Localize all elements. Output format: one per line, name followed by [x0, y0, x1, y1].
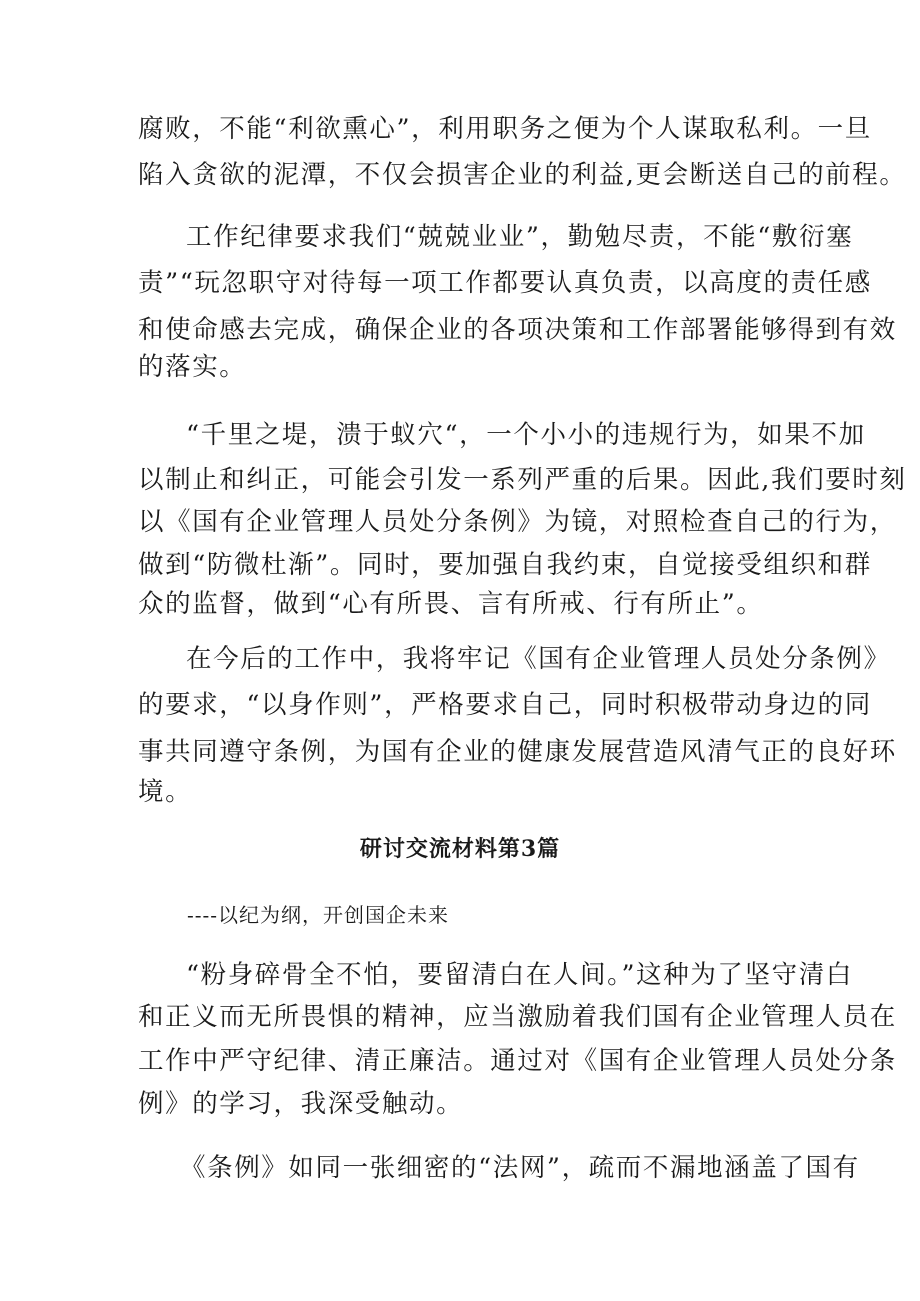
- paragraph-5-line-3: 工作中严守纪律、清正廉洁。通过对《国有企业管理人员处分条: [138, 1046, 897, 1076]
- paragraph-4-line-2: 的要求，“以身作则”，严格要求自己，同时积极带动身边的同: [138, 690, 872, 720]
- paragraph-5-line-2: 和正义而无所畏惧的精神，应当激励着我们国有企业管理人员在: [138, 1002, 897, 1032]
- section-subtitle: ----以纪为纲，开创国企未来: [187, 903, 450, 927]
- paragraph-4-line-3: 事共同遵守条例，为国有企业的健康发展营造风清气正的良好环: [138, 737, 897, 767]
- paragraph-2-line-2: 责”“玩忽职守对待每一项工作都要认真负责，以高度的责任感: [138, 268, 872, 298]
- paragraph-3-line-1: “千里之堤，溃于蚁穴“，一个小小的违规行为，如果不加: [186, 420, 866, 450]
- paragraph-5-line-4: 例》的学习，我深受触动。: [138, 1089, 464, 1119]
- paragraph-2-line-1: 工作纪律要求我们“兢兢业业”，勤勉尽责，不能“敷衍塞: [186, 222, 854, 252]
- paragraph-4-line-4: 境。: [138, 777, 193, 807]
- paragraph-3-line-2: 以制止和纠正，可能会引发一系列严重的后果。因此,我们要时刻: [138, 465, 907, 495]
- paragraph-3-line-5: 众的监督，做到“心有所畏、言有所戒、行有所止”。: [138, 589, 764, 619]
- paragraph-4-line-1: 在今后的工作中，我将牢记《国有企业管理人员处分条例》: [186, 644, 891, 674]
- section-title: 研讨交流材料第3篇: [359, 836, 561, 862]
- paragraph-1-line-1: 腐败，不能“利欲熏心”，利用职务之便为个人谋取私利。一旦: [138, 114, 872, 144]
- paragraph-3-line-3: 以《国有企业管理人员处分条例》为镜，对照检查自己的行为，: [138, 507, 897, 537]
- paragraph-2-line-4: 的落实。: [138, 352, 247, 382]
- paragraph-1-line-2: 陷入贪欲的泥潭，不仅会损害企业的利益,更会断送自己的前程。: [138, 160, 907, 190]
- paragraph-6-line-1: 《条例》如同一张细密的“法网”，疏而不漏地涵盖了国有: [180, 1153, 860, 1183]
- paragraph-2-line-3: 和使命感去完成，确保企业的各项决策和工作部署能够得到有效: [138, 315, 897, 345]
- paragraph-3-line-4: 做到“防微杜渐”。同时，要加强自我约束，自觉接受组织和群: [138, 550, 872, 580]
- paragraph-5-line-1: “粉身碎骨全不怕，要留清白在人间。”这种为了坚守清白: [186, 960, 853, 990]
